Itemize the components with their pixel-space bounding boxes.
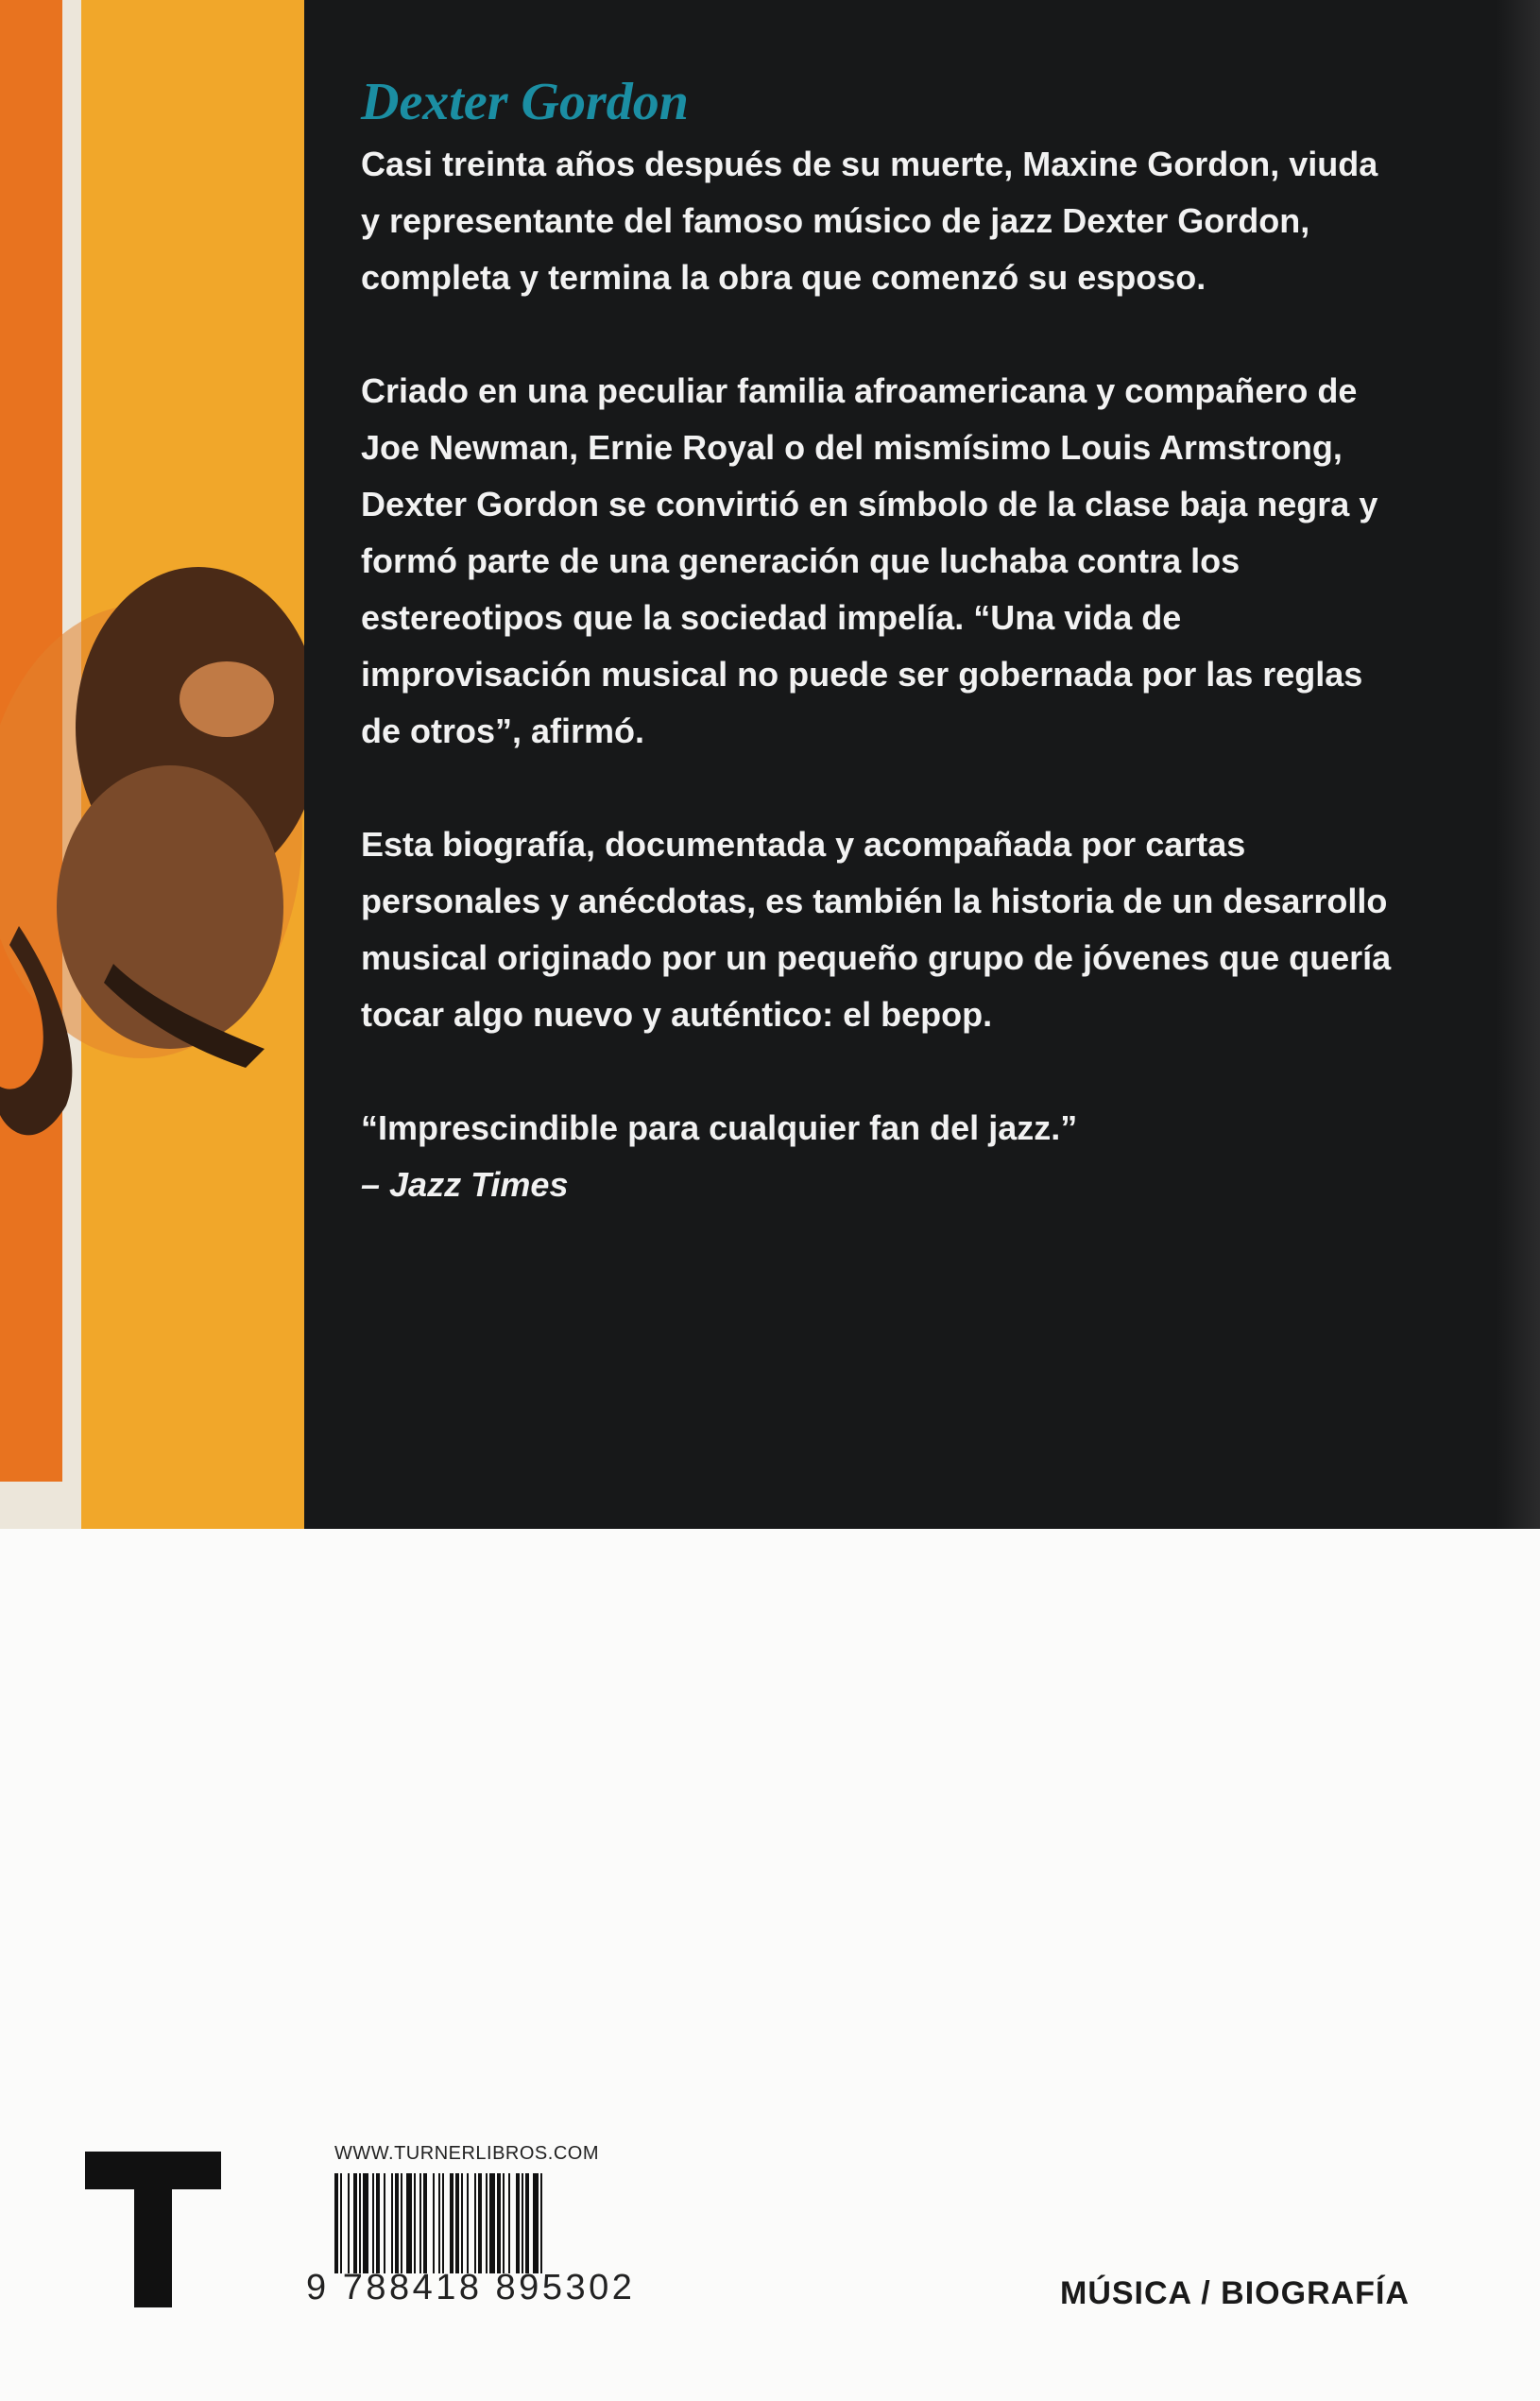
blurb-paragraph-2: Criado en una peculiar familia afroamericana y compañero de Joe Newman, Ernie Royal o del mismísimo Louis Armstrong, Dexter Gordon se convirtió en símbolo de la clase baja negra y formó parte de una generación que luchaba contra los estereotipos que la sociedad impelía. “Una vida de improvisación musical no puede ser gobernada por las reglas de otros”, afirmó. — [361, 371, 1378, 750]
barcode-bar — [438, 2173, 440, 2273]
barcode-bar — [391, 2173, 393, 2273]
barcode-bar — [503, 2173, 505, 2273]
blurb-paragraph-3: Esta biografía, documentada y acompañada por cartas personales y anécdotas, es también la historia de un desarrollo musical originado por un pequeño grupo de jóvenes que quería tocar algo nuevo y auténtico: el bepop. — [361, 825, 1392, 1034]
barcode-bar — [478, 2173, 482, 2273]
barcode-bar — [461, 2173, 463, 2273]
barcode-bar — [516, 2173, 520, 2273]
barcode-bar — [372, 2173, 374, 2273]
barcode-icon — [334, 2173, 605, 2273]
barcode-bar — [401, 2173, 402, 2273]
blurb-text — [361, 68, 1400, 1213]
barcode-bar — [423, 2173, 427, 2273]
barcode-bar — [359, 2173, 361, 2273]
barcode-bar — [348, 2173, 350, 2273]
barcode-bar — [474, 2173, 476, 2273]
publisher-website: WWW.TURNERLIBROS.COM — [334, 2143, 599, 2164]
barcode-bar — [406, 2173, 412, 2273]
isbn-number: 9 788418 895302 — [306, 2268, 636, 2307]
barcode-bar — [508, 2173, 510, 2273]
barcode-bar — [522, 2173, 523, 2273]
barcode-bar — [433, 2173, 435, 2273]
turner-t-logo-icon — [85, 2152, 221, 2307]
press-quote: “Imprescindible para cualquier fan del jazz.” — [361, 1108, 1078, 1147]
blurb-paragraph-1: Casi treinta años después de su muerte, Maxine Gordon, viuda y representante del famoso músico de jazz Dexter Gordon, completa y termina la obra que comenzó su esposo. — [361, 145, 1378, 297]
barcode-bar — [533, 2173, 539, 2273]
barcode-bar — [467, 2173, 469, 2273]
category-label: MÚSICA / BIOGRAFÍA — [1060, 2275, 1410, 2311]
barcode-bar — [455, 2173, 459, 2273]
barcode-bar — [450, 2173, 453, 2273]
barcode-bar — [486, 2173, 488, 2273]
barcode-bar — [340, 2173, 342, 2273]
barcode-bar — [395, 2173, 399, 2273]
author-heading: Dexter Gordon — [361, 73, 689, 131]
barcode-bar — [489, 2173, 495, 2273]
barcode-bar — [376, 2173, 380, 2273]
barcode-bar — [384, 2173, 385, 2273]
barcode-bar — [414, 2173, 416, 2273]
barcode-bar — [540, 2173, 542, 2273]
barcode-bar — [525, 2173, 529, 2273]
barcode-bar — [334, 2173, 338, 2273]
barcode-bar — [363, 2173, 368, 2273]
barcode-bar — [353, 2173, 357, 2273]
barcode-bar — [497, 2173, 501, 2273]
barcode-bar — [442, 2173, 444, 2273]
saxophonist-illustration — [0, 0, 304, 1529]
press-quote-source: – Jazz Times — [361, 1165, 569, 1204]
cover-artwork — [0, 0, 304, 1529]
spine-edge — [1497, 0, 1540, 1529]
barcode-bar — [419, 2173, 421, 2273]
